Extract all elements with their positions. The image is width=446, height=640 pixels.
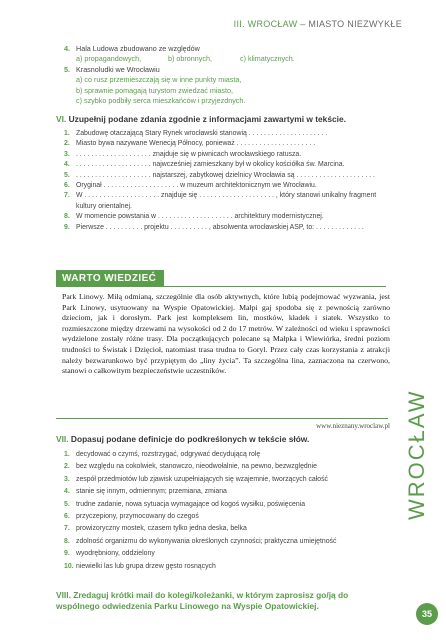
list-item: kultury orientalnej.	[76, 202, 132, 210]
list-item: 8. W momencie powstania w . . . . . . . . . . . . . . . . . . . . architektury modernistycznej.	[64, 213, 324, 221]
warto-paragraph: Park Linowy. Miłą odmianą, szczególnie dla osób aktywnych, które lubią podejmować wyzwania, jest Park Linowy, usytuowany na Wyspie Opatowickiej. Małpi gaj spodoba się z pewnością zarówno dzieciom, jak i dorosłym. Park jest kompleksem lin, mostków, kładek i siatek. Wszystko to rozmieszczone między drzewami na wysokości od 2 do 17 metrów. W zależności od wieku i sprawności wydzielone zostały różne trasy. Dla początkujących polecane są Małpka i Wiewiórka, średni poziom trudności to Świstak i Dzięcioł, natomiast trasa trudna to Goryl. Przez cały czas korzystania z atrakcji należy bezwarunkowo być przypiętym do „liny życia”. Ta szczególna lina, zaznaczona na czerwono, stanowi o całkowitym bezpieczeństwie uczestników.	[62, 292, 390, 376]
page-number: 35	[416, 603, 438, 625]
section-7-title: VII. Dopasuj podane definicje do podkreślonych w tekście słów.	[56, 434, 310, 444]
running-header	[234, 19, 402, 29]
top-question-list	[64, 44, 295, 106]
list-item: 10. niewielki las lub grupa drzew gęsto rosnących	[64, 562, 216, 570]
list-item: 6. przyczepiony, przymocowany do czegoś	[64, 513, 199, 521]
list-item: 9. Pierwsze . . . . . . . . . . projektu . . . . . . . . . . , absolwenta wrocławskiej ASP, to: . . . . . . . . . . . . .	[64, 223, 364, 231]
list-item: 4. stanie się innym, odmiennym; przemiana, zmiana	[64, 488, 227, 496]
list-item: 7. prowizoryczny mostek, czasem tylko jedna deska, belka	[64, 525, 247, 533]
list-item: 1. Zabudowę otaczającą Stary Rynek wrocławski stanowią . . . . . . . . . . . . . . . . . . . . .	[64, 130, 328, 137]
list-item: 7. W . . . . . . . . . . . . . . . . . . . . znajduje się . . . . . . . . . . . . . . . . . . . . , który stanowi unikalny fragment	[64, 192, 377, 200]
list-item: a) co rusz przemieszczają się w inne punkty miasta,	[76, 75, 242, 85]
header-rest: – MIASTO NIEZWYKŁE	[297, 19, 402, 29]
list-item: 5. . . . . . . . . . . . . . . . . . . . . najstarszej, zabytkowej dzielnicy Wrocławia są . . . . . . . . . . . . . . . . . . . . .	[64, 171, 375, 179]
list-item: 6. Oryginał . . . . . . . . . . . . . . . . . . . . w muzeum architektonicznym we Wrocławiu.	[64, 182, 317, 190]
warto-divider-top	[56, 286, 386, 287]
section-8-title: VIII. Zredaguj krótki mail do kolegi/koleżanki, w którym zaprosisz go/ją do wspólnego odwiedzenia Parku Linowego na Wyspie Opatowickiej.	[56, 590, 349, 611]
list-item: 2. bez względu na cokolwiek, stanowczo, nieodwołalnie, na pewno, bezwzględnie	[64, 463, 317, 471]
list-item: c) szybko podbiły serca mieszkańców i przyjezdnych.	[76, 96, 246, 106]
list-item	[64, 54, 295, 64]
list-item: 5. Krasnoludki we Wrocławiu	[64, 64, 160, 74]
section-6-list	[64, 129, 376, 233]
list-item: 1. decydować o czymś, rozstrzygać, odgrywać decydującą rolę	[64, 451, 261, 458]
warto-wiedziec-label: WARTO WIEDZIEĆ	[56, 270, 164, 287]
list-item: 8. zdolność organizmu do wykonywania określonych czynności; praktyczna umiejętność	[64, 537, 337, 545]
list-item: 4. Hala Ludowa zbudowano ze względów	[64, 44, 200, 53]
source-url: www.nieznany.wroclaw.pl	[316, 422, 390, 430]
warto-divider-bottom	[56, 418, 388, 419]
list-item: 9. wyodrębniony, oddzielony	[64, 550, 155, 558]
list-item: 4. . . . . . . . . . . . . . . . . . . . . najwcześniej zamieszkany był w okolicy kościółka św. Marcina.	[64, 161, 345, 169]
list-item: b) sprawnie pomagają turystom zwiedzać miasto,	[76, 85, 233, 95]
header-chapter: III. WROCŁAW	[233, 19, 298, 29]
side-label: WROCŁAW	[404, 389, 429, 520]
list-item: 3. zespół przedmiotów lub zjawisk uzupełniających się wzajemnie, tworzących całość	[64, 475, 328, 483]
list-item: 5. trudne zadanie, nowa sytuacja wymagające od kogoś wysiłku, poświęcenia	[64, 500, 306, 508]
list-item: 2. Miasto bywa nazywane Wenecją Północy, ponieważ . . . . . . . . . . . . . . . . . . . . .	[64, 140, 316, 148]
section-7-list	[64, 449, 336, 573]
section-6-title: VI. Uzupełnij podane zdania zgodnie z informacjami zawartymi w tekście.	[56, 114, 346, 124]
option-c: c) klimatycznych.	[240, 54, 295, 64]
option-b: b) obronnych,	[168, 54, 212, 64]
list-item: 3. . . . . . . . . . . . . . . . . . . . . znajduje się w piwnicach wrocławskiego ratusza.	[64, 150, 302, 158]
option-a: a) propagandowych,	[76, 54, 142, 64]
